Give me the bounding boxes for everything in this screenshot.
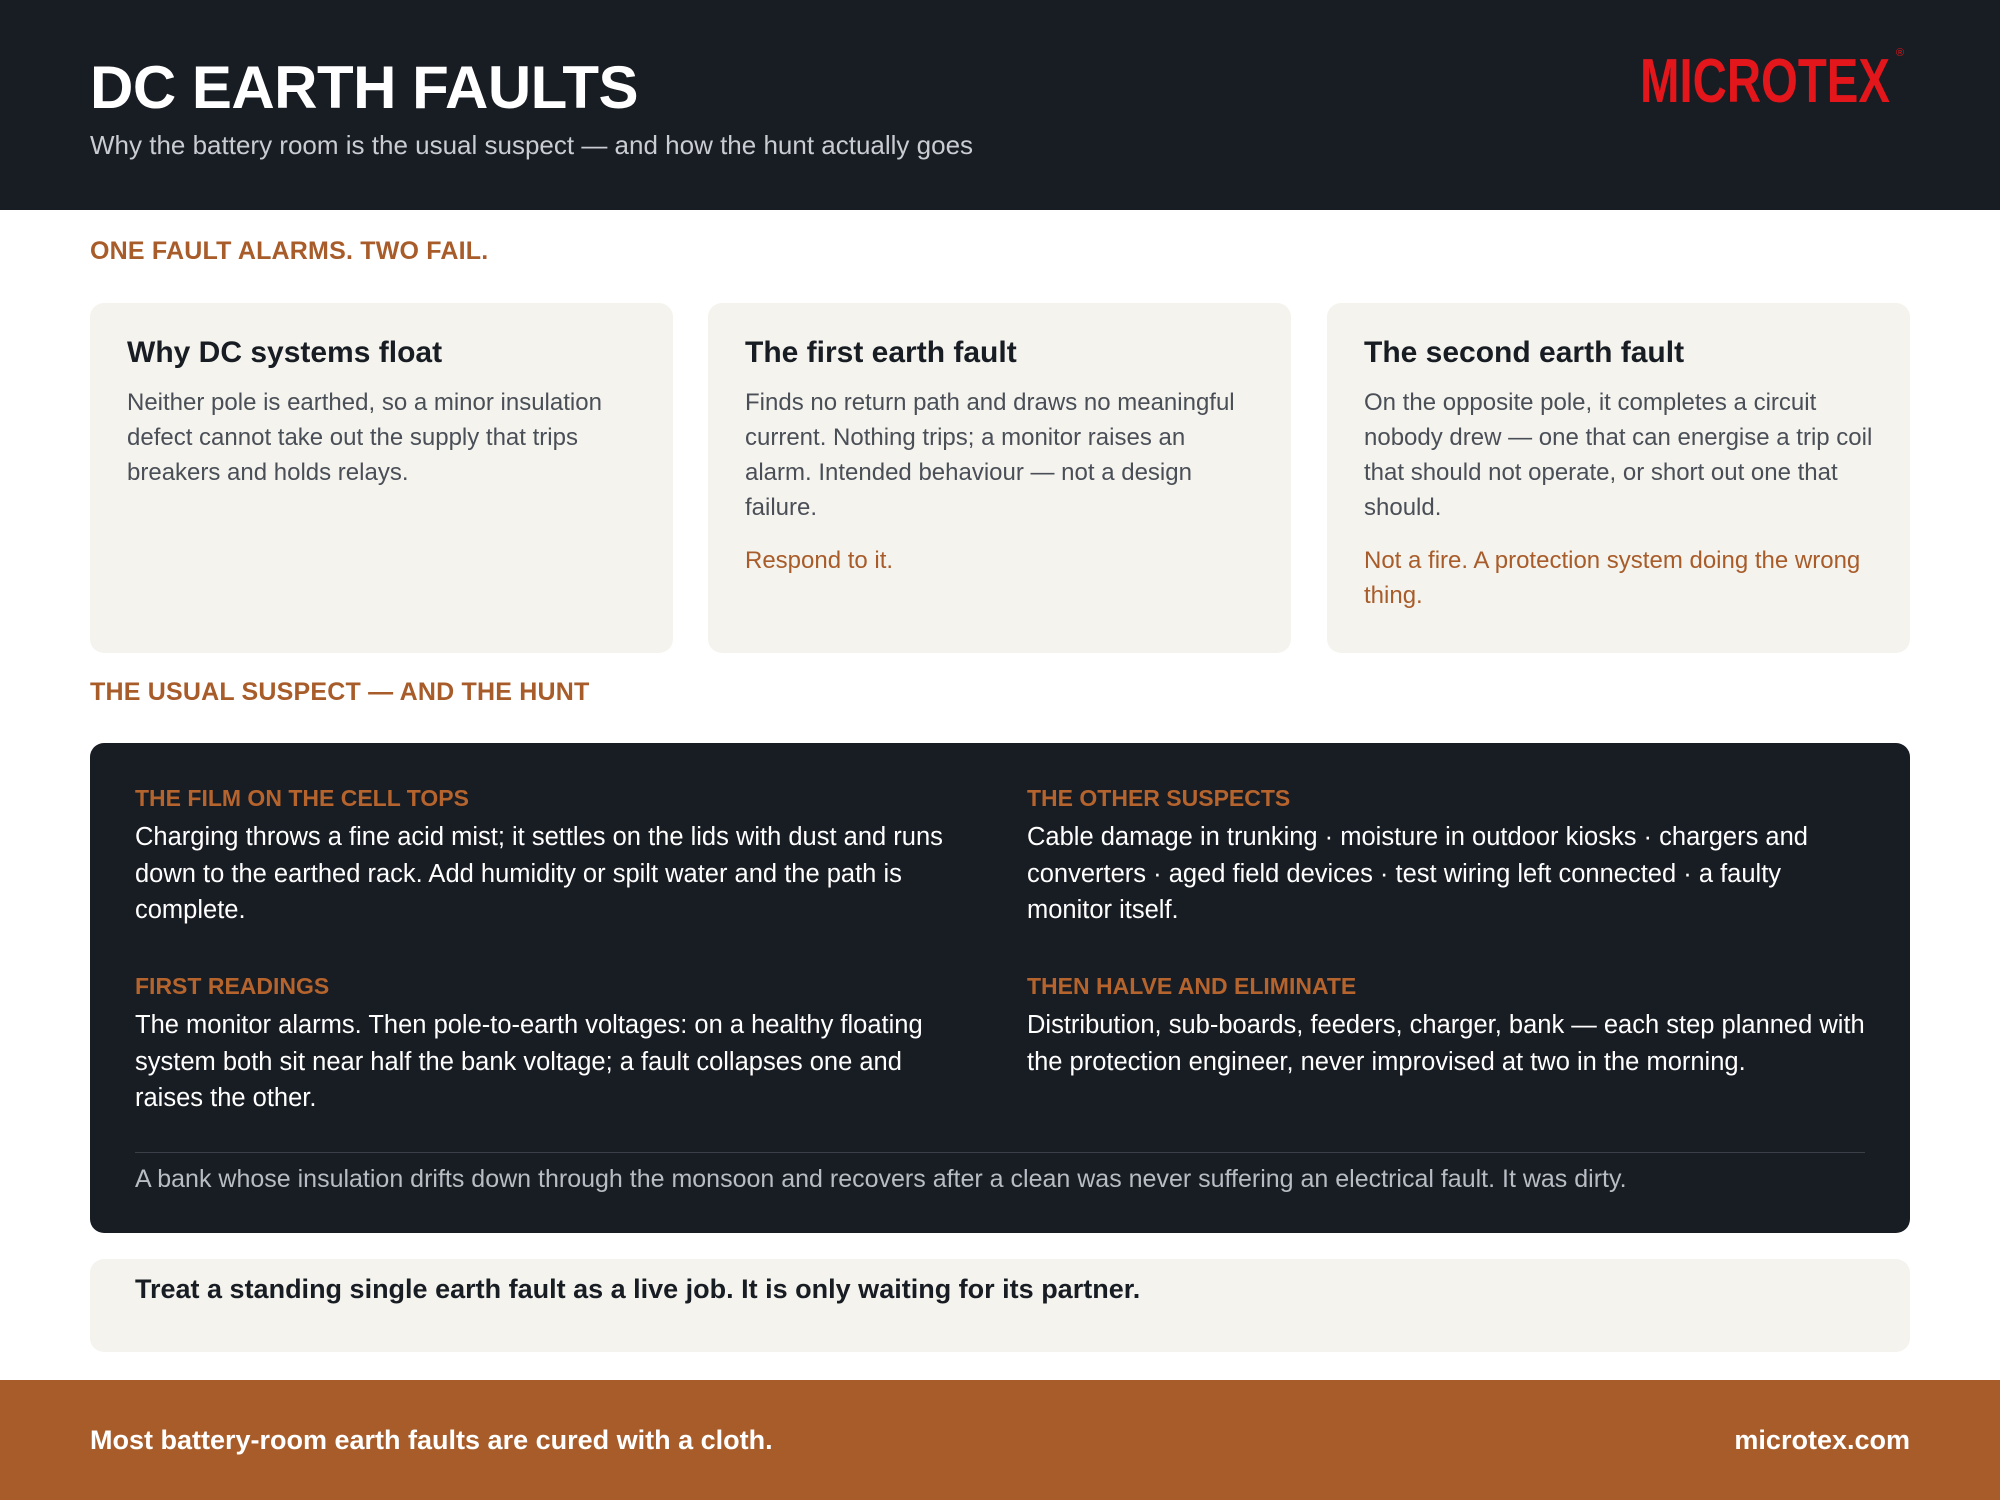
block-film-on-cell-tops: [135, 783, 975, 929]
page-title: DC EARTH FAULTS: [90, 54, 639, 121]
card-body: On the opposite pole, it completes a circuit nobody drew — one that can energise a trip coil that should not operate, or short out one that should.: [1364, 389, 1873, 521]
panel-divider: [135, 1152, 1865, 1153]
hunt-panel: [90, 743, 1910, 1233]
card-title: The first earth fault: [745, 336, 1017, 369]
footer-tagline: Most battery-room earth faults are cured with a cloth.: [90, 1425, 773, 1455]
block-halve-and-eliminate: [1027, 971, 1867, 1080]
block-text: The monitor alarms. Then pole-to-earth voltages: on a healthy floating system both sit near half the bank voltage; a fault collapses one and raises the other.: [135, 1011, 923, 1112]
card-title: Why DC systems float: [127, 336, 443, 369]
block-text: Cable damage in trunking · moisture in outdoor kiosks · chargers and converters · aged field devices · test wiring left connected · a faulty monitor itself.: [1027, 823, 1808, 924]
card-accent-text: Not a fire. A protection system doing the wrong thing.: [1364, 547, 1861, 609]
header-banner: [0, 0, 2000, 210]
logo-wordmark: MICROTEX: [1640, 47, 1890, 114]
section-label-one-fault: ONE FAULT ALARMS. TWO FAIL.: [90, 237, 489, 265]
card-body: Neither pole is earthed, so a minor insulation defect cannot take out the supply that trips breakers and holds relays.: [127, 389, 602, 486]
card-title: The second earth fault: [1364, 336, 1685, 369]
card-body: Finds no return path and draws no meaningful current. Nothing trips; a monitor raises an alarm. Intended behaviour — not a design failure.: [745, 389, 1235, 521]
card-why-dc-floats: [90, 303, 673, 653]
block-heading: FIRST READINGS: [135, 973, 330, 999]
logo-registered-mark: ®: [1896, 47, 1905, 59]
card-second-earth-fault: [1327, 303, 1910, 653]
footer-url[interactable]: microtex.com: [1734, 1425, 1910, 1455]
microtex-logo: [1640, 44, 1910, 114]
panel-note: A bank whose insulation drifts down through the monsoon and recovers after a clean was never suffering an electrical fault. It was dirty.: [135, 1165, 1627, 1193]
page-subtitle: Why the battery room is the usual suspect — and how the hunt actually goes: [90, 130, 974, 160]
block-first-readings: [135, 971, 975, 1117]
block-text: Distribution, sub-boards, feeders, charger, bank — each step planned with the protection engineer, never improvised at two in the morning.: [1027, 1011, 1865, 1076]
block-heading: THE FILM ON THE CELL TOPS: [135, 785, 469, 811]
block-text: Charging throws a fine acid mist; it settles on the lids with dust and runs down to the earthed rack. Add humidity or spilt water and the path is complete.: [135, 823, 943, 924]
callout-text: Treat a standing single earth fault as a live job. It is only waiting for its partner.: [135, 1274, 1141, 1304]
callout-box: [90, 1259, 1910, 1352]
footer-bar: [0, 1380, 2000, 1500]
block-other-suspects: [1027, 783, 1867, 929]
block-heading: THE OTHER SUSPECTS: [1027, 785, 1291, 811]
card-accent-text: Respond to it.: [745, 547, 894, 574]
block-heading: THEN HALVE AND ELIMINATE: [1027, 973, 1357, 999]
card-first-earth-fault: [708, 303, 1291, 653]
section-label-usual-suspect: THE USUAL SUSPECT — AND THE HUNT: [90, 678, 590, 706]
